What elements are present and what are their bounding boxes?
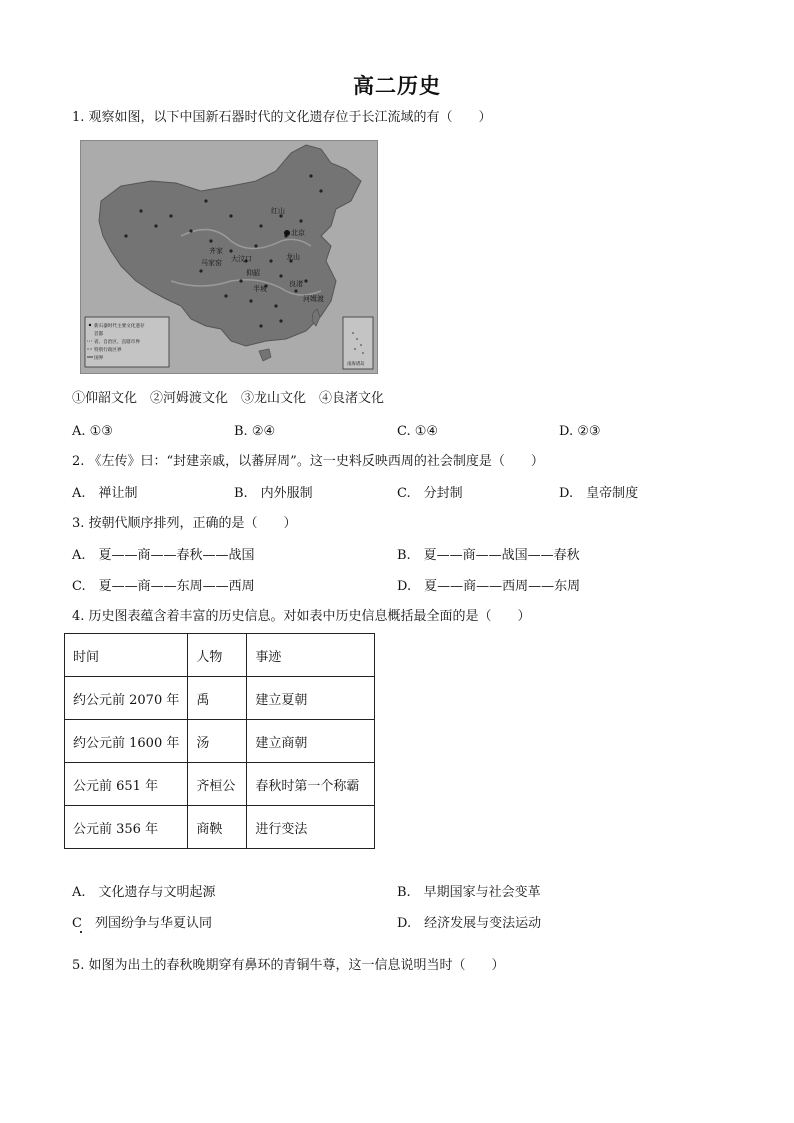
table-header-row xyxy=(65,634,375,677)
q4-option-d[interactable]: D. 经济发展与变法运动 xyxy=(397,916,542,931)
label-liangzhu: 良渚 xyxy=(289,280,303,288)
china-neolithic-map xyxy=(80,140,378,374)
table-cell: 进行变法 xyxy=(247,806,375,849)
page-title: 高二历史 xyxy=(353,73,441,98)
table-cell: 春秋时第一个称霸 xyxy=(247,763,375,806)
question-3-stem: 3. 按朝代顺序排列，正确的是（ ） xyxy=(72,516,297,531)
stray-dot-mark xyxy=(80,931,82,933)
question-4-stem: 4. 历史图表蕴含着丰富的历史信息。对如表中历史信息概括最全面的是（ ） xyxy=(72,609,531,624)
question-1-items: ①仰韶文化 ②河姆渡文化 ③龙山文化 ④良渚文化 xyxy=(72,391,385,406)
table-cell: 约公元前 2070 年 xyxy=(65,677,188,720)
table-header-cell: 人物 xyxy=(188,634,247,677)
label-dawenkou: 大汶口 xyxy=(231,255,252,263)
question-1-stem: 1. 观察如图，以下中国新石器时代的文化遗存位于长江流域的有（ ） xyxy=(72,110,492,125)
beijing-star xyxy=(284,230,290,236)
legend-4: 国界 xyxy=(94,356,104,361)
table-cell: 禹 xyxy=(188,677,247,720)
label-majiayao: 马家窑 xyxy=(201,259,222,267)
table-cell: 建立商朝 xyxy=(247,720,375,763)
q4-option-a[interactable]: A. 文化遗存与文明起源 xyxy=(72,885,216,900)
table-cell: 公元前 651 年 xyxy=(65,763,188,806)
q1-option-a[interactable]: A. ①③ xyxy=(72,424,113,439)
q4-option-b[interactable]: B. 早期国家与社会变革 xyxy=(397,885,541,900)
table-row xyxy=(65,677,375,720)
q2-option-b[interactable]: B. 内外服制 xyxy=(234,486,313,501)
table-cell: 约公元前 1600 年 xyxy=(65,720,188,763)
table-cell: 建立夏朝 xyxy=(247,677,375,720)
q3-option-c[interactable]: C. 夏——商——东周——西周 xyxy=(72,579,255,594)
label-banpo: 半坡 xyxy=(253,285,267,293)
table-cell: 汤 xyxy=(188,720,247,763)
table-cell: 商鞅 xyxy=(188,806,247,849)
q2-option-a[interactable]: A. 禅让制 xyxy=(72,486,138,501)
question-2-stem: 2. 《左传》曰：“封建亲戚，以蕃屏周”。这一史料反映西周的社会制度是（ ） xyxy=(72,454,544,469)
q4-option-c[interactable]: C 列国纷争与华夏认同 xyxy=(72,916,212,931)
q1-option-b[interactable]: B. ②④ xyxy=(234,424,276,439)
legend-2: 省、自治区、直辖市界 xyxy=(94,340,140,345)
table-row xyxy=(65,763,375,806)
q2-option-c[interactable]: C. 分封制 xyxy=(397,486,463,501)
table-cell: 公元前 356 年 xyxy=(65,806,188,849)
legend-3: 特别行政区界 xyxy=(94,348,122,353)
label-qijia: 齐家 xyxy=(209,247,223,255)
q1-option-d[interactable]: D. ②③ xyxy=(559,424,601,439)
history-events-table xyxy=(64,633,375,849)
label-hongshan: 红山 xyxy=(271,207,285,215)
table-cell: 齐桓公 xyxy=(188,763,247,806)
q3-option-a[interactable]: A. 夏——商——春秋——战国 xyxy=(72,548,255,563)
table-row xyxy=(65,720,375,763)
label-yangshao: 仰韶 xyxy=(246,269,260,277)
q2-option-d[interactable]: D. 皇帝制度 xyxy=(559,486,639,501)
label-beijing: 北京 xyxy=(291,229,305,237)
legend-1: 首都 xyxy=(94,332,104,337)
q3-option-b[interactable]: B. 夏——商——战国——春秋 xyxy=(397,548,580,563)
table-header-cell: 时间 xyxy=(65,634,188,677)
q3-option-d[interactable]: D. 夏——商——西周——东周 xyxy=(397,579,581,594)
label-longshan: 龙山 xyxy=(286,253,300,261)
table-header-cell: 事迹 xyxy=(247,634,375,677)
table-row xyxy=(65,806,375,849)
legend-0: 新石器时代主要文化遗存 xyxy=(94,324,145,329)
question-5-stem: 5. 如图为出土的春秋晚期穿有鼻环的青铜牛尊，这一信息说明当时（ ） xyxy=(72,958,505,973)
label-hemudu: 河姆渡 xyxy=(303,295,324,303)
label-south-sea: 南海诸岛 xyxy=(347,362,365,367)
map-graphic xyxy=(81,141,377,373)
q1-option-c[interactable]: C. ①④ xyxy=(397,424,439,439)
